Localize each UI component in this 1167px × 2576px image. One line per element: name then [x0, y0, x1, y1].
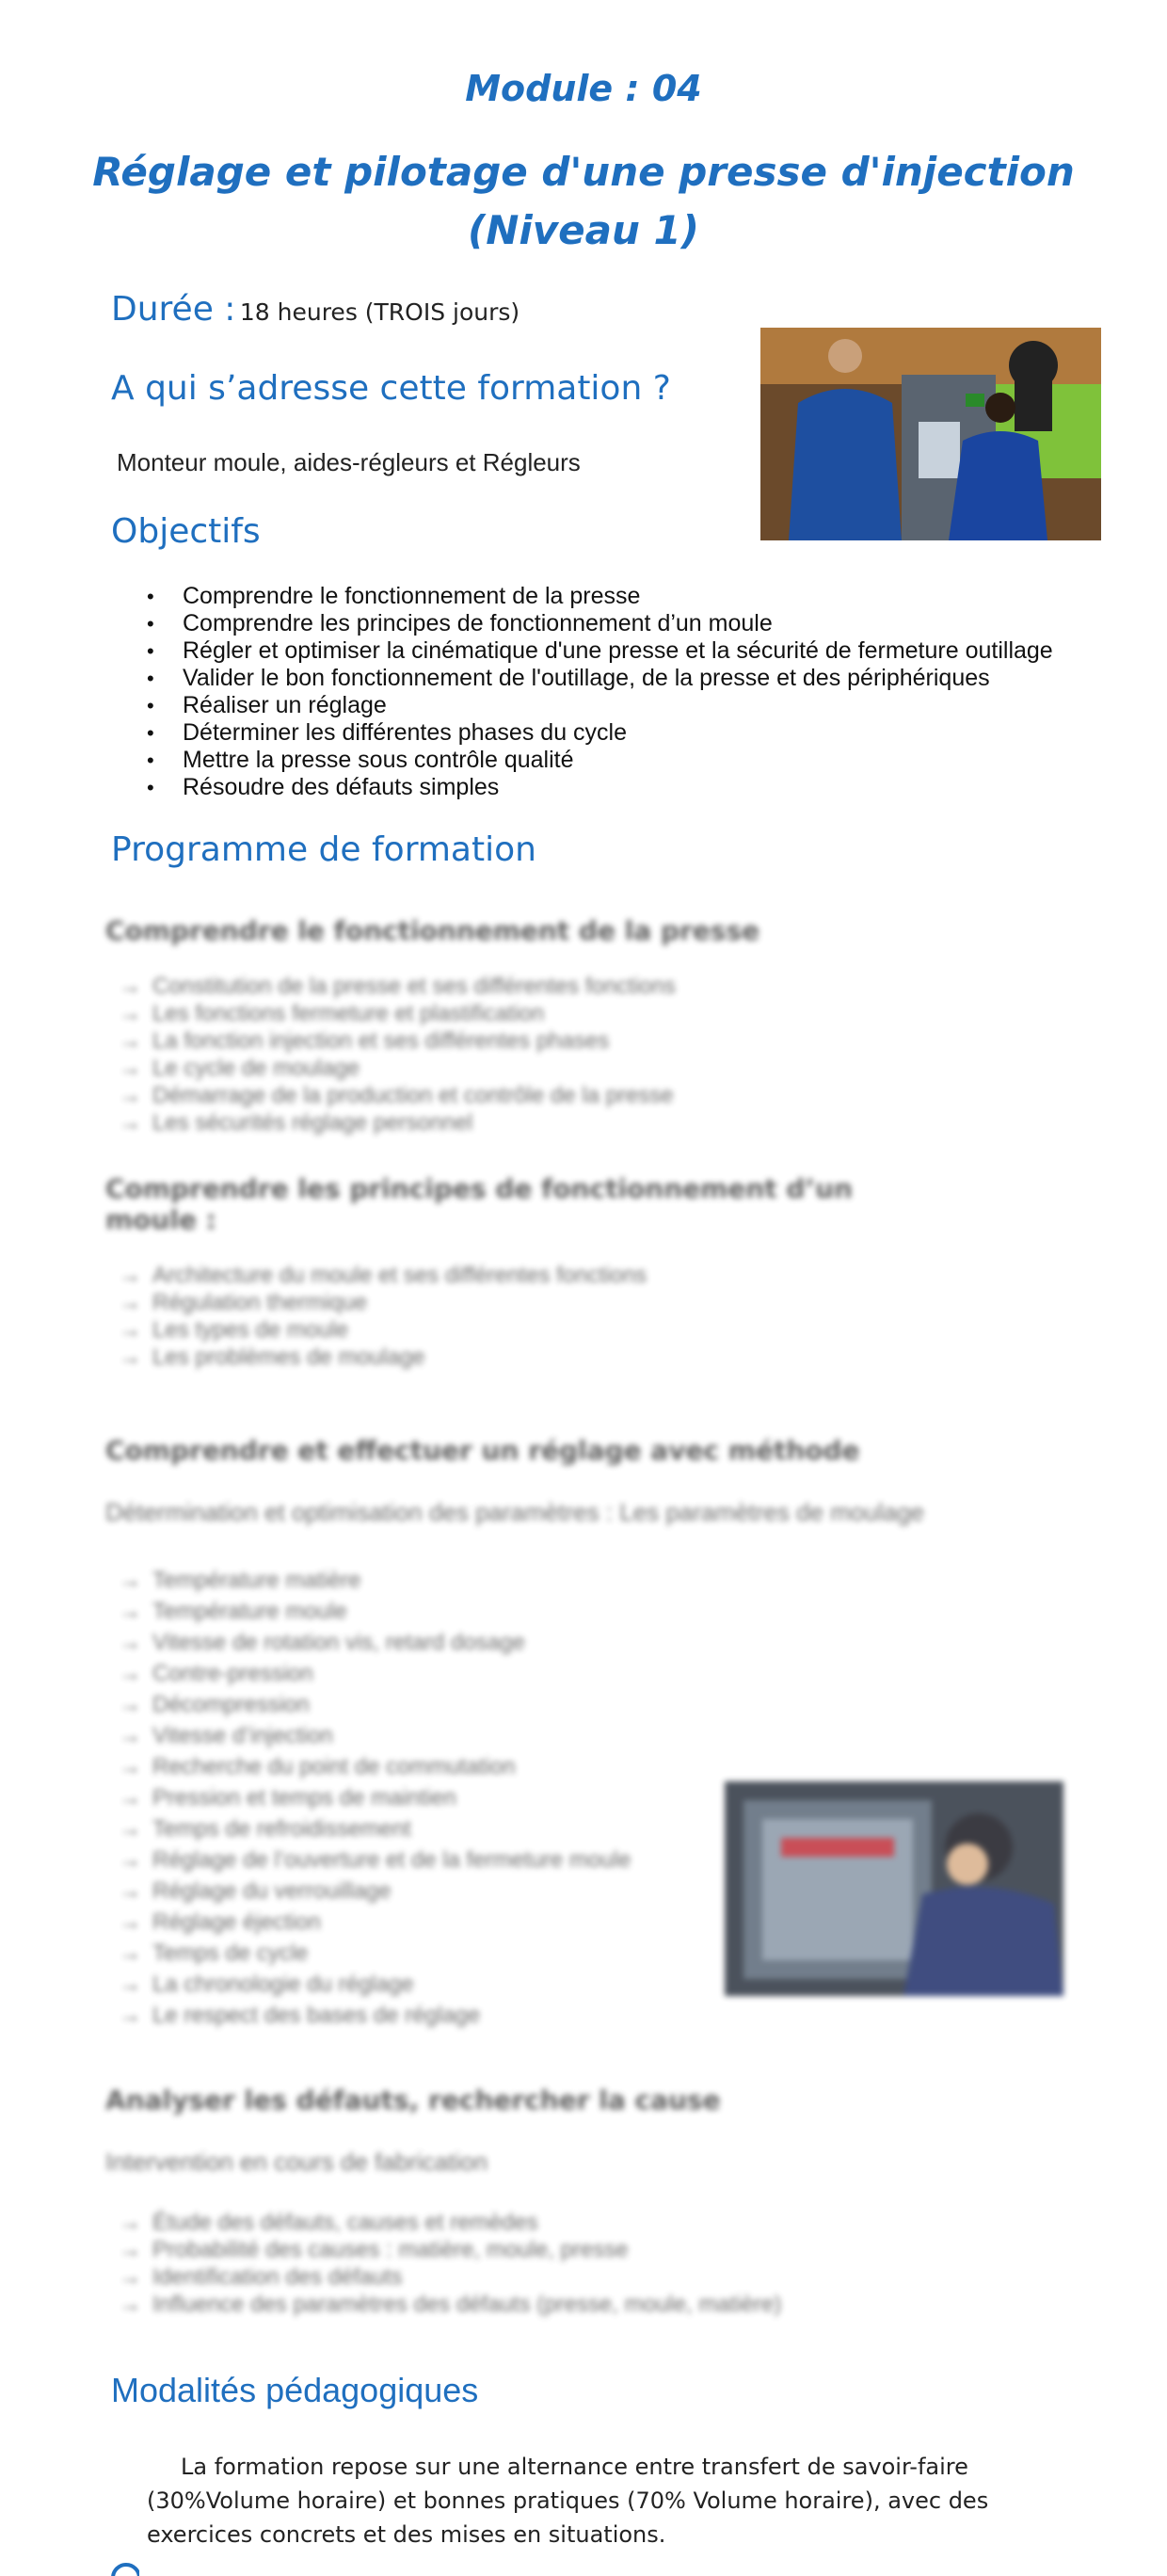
programme-heading: Programme de formation [111, 830, 536, 869]
audience-text: Monteur moule, aides-régleurs et Régleurs [117, 448, 581, 476]
section-items [105, 973, 952, 1136]
list-item: → Architecture du moule et ses différentes fonctions [105, 1262, 952, 1289]
list-item: → Pression et temps de maintien [105, 1782, 1028, 1813]
title-line-1: Réglage et pilotage d'une presse d'injection [92, 149, 1075, 195]
list-item: → Influence des paramètres des défauts (presse, moule, matière) [105, 2291, 952, 2318]
list-item: → Temps de refroidissement [105, 1813, 1028, 1844]
section-title: Comprendre le fonctionnement de la presse [105, 915, 760, 946]
objective-item: • Déterminer les différentes phases du cycle [113, 719, 1111, 747]
modalites-heading: Modalités pédagogiques [111, 2371, 479, 2409]
section-title: Analyser les défauts, rechercher la cause [105, 2085, 721, 2116]
list-item: → Réglage de l’ouverture et de la fermeture moule [105, 1844, 1028, 1876]
section-subtitle: Détermination et optimisation des paramètres : Les paramètres de moulage [105, 1498, 924, 1526]
list-item: → Constitution de la presse et ses différentes fonctions [105, 973, 952, 1000]
list-item: → Temps de cycle [105, 1938, 1028, 1969]
next-heading-fragment [111, 2563, 139, 2576]
objective-item: • Réaliser un réglage [113, 692, 1111, 719]
duration-label: Durée : [111, 290, 236, 329]
objective-item: • Résoudre des défauts simples [113, 774, 1111, 801]
list-item: → Démarrage de la production et contrôle de la presse [105, 1082, 952, 1109]
modalites-text: La formation repose sur une alternance entre transfert de savoir-faire (30%Volume horaire) et bonnes pratiques (70% Volume horaire), avec des exercices concrets et des mises en situations. [147, 2454, 989, 2548]
module-number: Module : 04 [465, 68, 702, 109]
list-item: → Décompression [105, 1689, 1028, 1720]
list-item: → Vitesse d’injection [105, 1720, 1028, 1751]
programme-section [105, 1173, 952, 1371]
objectives-heading: Objectifs [111, 512, 261, 551]
list-item: → Les problèmes de moulage [105, 1344, 952, 1371]
duration-value: 18 heures (TROIS jours) [239, 298, 520, 326]
list-item: → Étude des défauts, causes et remèdes [105, 2209, 952, 2236]
section-title: Comprendre et effectuer un réglage avec méthode [105, 1435, 860, 1466]
title-line-2: (Niveau 1) [468, 207, 699, 253]
objective-item: • Mettre la presse sous contrôle qualité [113, 747, 1111, 774]
list-item: → Les fonctions fermeture et plastification [105, 1000, 952, 1027]
page-title [0, 143, 1167, 260]
programme-section [105, 915, 952, 1136]
list-item: → Vitesse de rotation vis, retard dosage [105, 1627, 1028, 1658]
section-items [105, 2209, 952, 2318]
section-subtitle: Intervention en cours de fabrication [105, 2148, 488, 2176]
objective-item: • Comprendre le fonctionnement de la presse [113, 583, 1111, 610]
list-item: → Le respect des bases de réglage [105, 2000, 1028, 2031]
list-item: → La chronologie du réglage [105, 1969, 1028, 2000]
list-item: → Les sécurités réglage personnel [105, 1109, 952, 1136]
audience-heading: A qui s’adresse cette formation ? [111, 369, 671, 408]
list-item: → La fonction injection et ses différentes phases [105, 1027, 952, 1055]
list-item: → Régulation thermique [105, 1289, 952, 1316]
objective-item: • Comprendre les principes de fonctionnement d’un moule [113, 610, 1111, 637]
duration-row [111, 290, 520, 329]
section-title: Comprendre les principes de fonctionnement d’un moule : [105, 1173, 853, 1235]
list-item: → Identification des défauts [105, 2263, 952, 2291]
list-item: → Contre-pression [105, 1658, 1028, 1689]
programme-section [105, 2085, 952, 2318]
objectives-list [113, 583, 1111, 801]
objective-item: • Régler et optimiser la cinématique d'une presse et la sécurité de fermeture outillage [113, 637, 1111, 665]
technician-photo [725, 1781, 1063, 1996]
list-item: → Probabilité des causes : matière, moule, presse [105, 2236, 952, 2263]
objective-item: • Valider le bon fonctionnement de l'outillage, de la presse et des périphériques [113, 665, 1111, 692]
list-item: → Réglage du verrouillage [105, 1876, 1028, 1907]
list-item: → Température moule [105, 1596, 1028, 1627]
section-items [105, 1262, 952, 1371]
list-item: → Température matière [105, 1565, 1028, 1596]
machine-operators-photo [760, 328, 1101, 540]
list-item: → Les types de moule [105, 1316, 952, 1344]
list-item: → Réglage éjection [105, 1907, 1028, 1938]
list-item: → Recherche du point de commutation [105, 1751, 1028, 1782]
list-item: → Le cycle de moulage [105, 1055, 952, 1082]
